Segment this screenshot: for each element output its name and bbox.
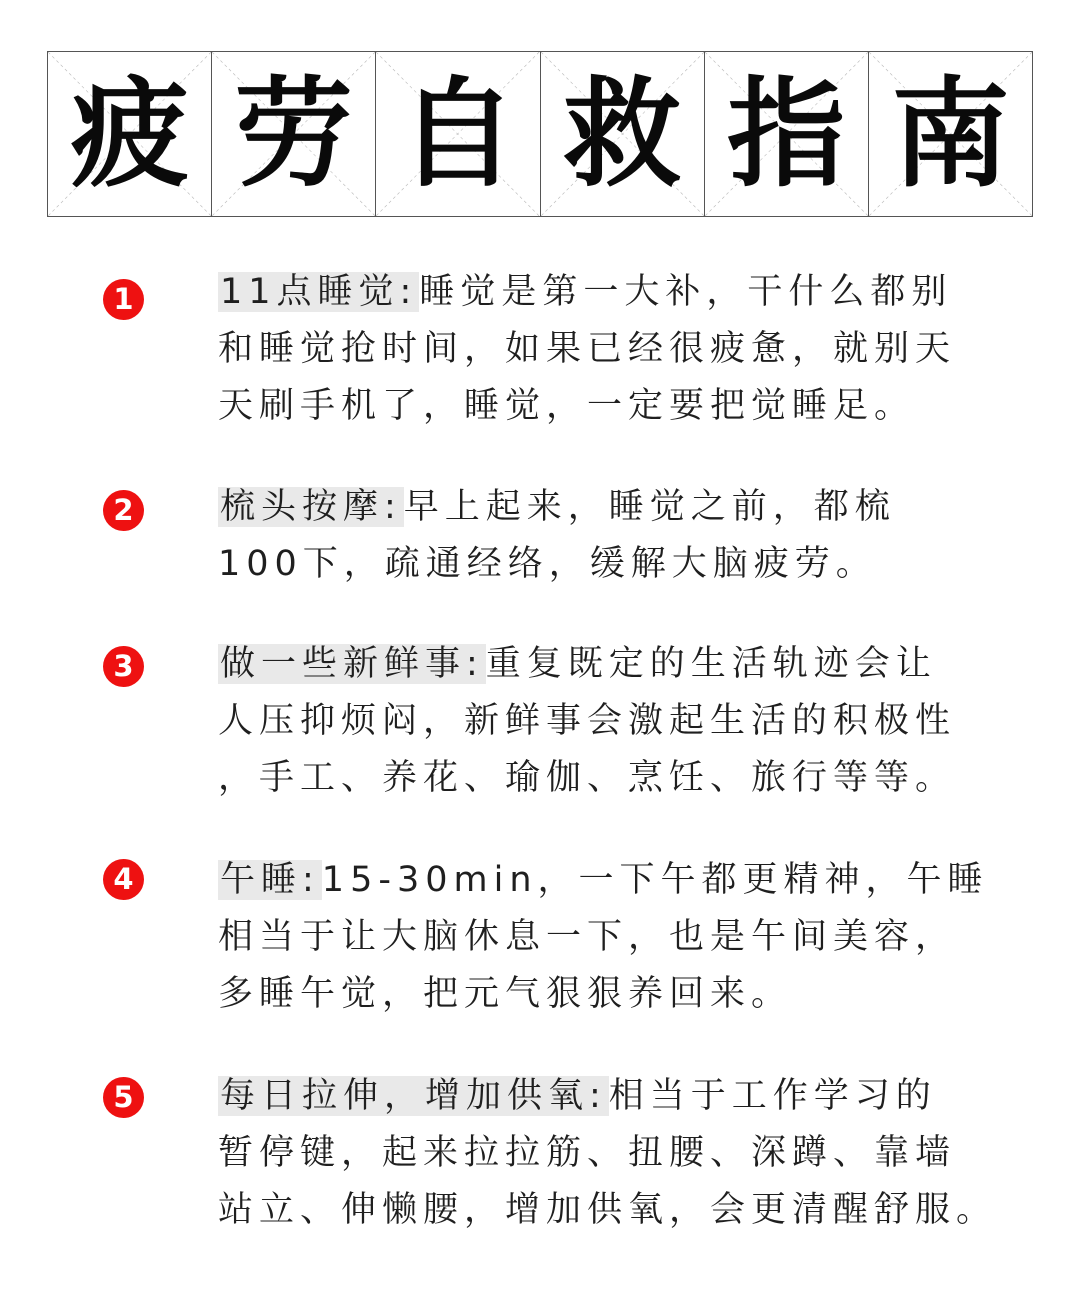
item-first-line (218, 264, 968, 321)
title-char: 自 (398, 65, 517, 203)
item-text (218, 479, 968, 593)
item-line: 人压抑烦闷，新鲜事会激起生活的积极性 (218, 701, 957, 741)
number-badge: 5 (103, 1077, 144, 1118)
item-line: 相当于工作学习的 (608, 1076, 937, 1116)
item-line: 天刷手机了，睡觉，一定要把觉睡足。 (218, 386, 916, 426)
title-char: 南 (891, 65, 1010, 203)
item-line: 睡觉是第一大补，干什么都别 (419, 272, 953, 312)
title-cell (869, 52, 1032, 216)
title-cell (376, 52, 540, 216)
title-char: 疲 (70, 65, 189, 203)
item-line: 早上起来，睡觉之前，都梳 (403, 487, 896, 527)
item-first-line (218, 636, 968, 693)
number-badge: 3 (103, 646, 144, 687)
title-char: 救 (563, 65, 682, 203)
item-line: ，手工、养花、瑜伽、烹饪、旅行等等。 (218, 758, 957, 798)
title-cell (212, 52, 376, 216)
title-cell (48, 52, 212, 216)
item-first-line (218, 852, 989, 909)
item-first-line (218, 479, 968, 536)
item-line: 站立、伸懒腰，增加供氧，会更清醒舒服。 (218, 1190, 998, 1230)
title-char: 劳 (234, 65, 353, 203)
item-text (218, 636, 968, 807)
number-badge: 4 (103, 859, 144, 900)
title-cell (541, 52, 705, 216)
item-heading: 梳头按摩: (220, 487, 402, 527)
item-line: 暂停键，起来拉拉筋、扭腰、深蹲、靠墙 (218, 1133, 957, 1173)
item-line: 和睡觉抢时间，如果已经很疲惫，就别天 (218, 329, 957, 369)
number-badge: 2 (103, 490, 144, 531)
item-line: 15-30min，一下午都更精神，午睡 (321, 860, 989, 900)
item-heading: 做一些新鲜事: (220, 644, 484, 684)
item-text (218, 264, 968, 435)
item-line: 重复既定的生活轨迹会让 (485, 644, 937, 684)
title-grid (47, 51, 1033, 217)
item-first-line (218, 1068, 968, 1125)
item-heading: 11点睡觉: (220, 272, 418, 312)
item-line: 相当于让大脑休息一下，也是午间美容， (218, 917, 957, 957)
number-badge: 1 (103, 279, 144, 320)
item-text (218, 1068, 998, 1239)
title-cell (705, 52, 869, 216)
item-heading: 午睡: (220, 860, 320, 900)
title-char: 指 (727, 65, 846, 203)
item-line: 多睡午觉，把元气狠狠养回来。 (218, 974, 793, 1014)
item-heading: 每日拉伸，增加供氧: (220, 1076, 607, 1116)
item-line: 100下，疏通经络，缓解大脑疲劳。 (218, 544, 877, 584)
item-text (218, 852, 989, 1023)
